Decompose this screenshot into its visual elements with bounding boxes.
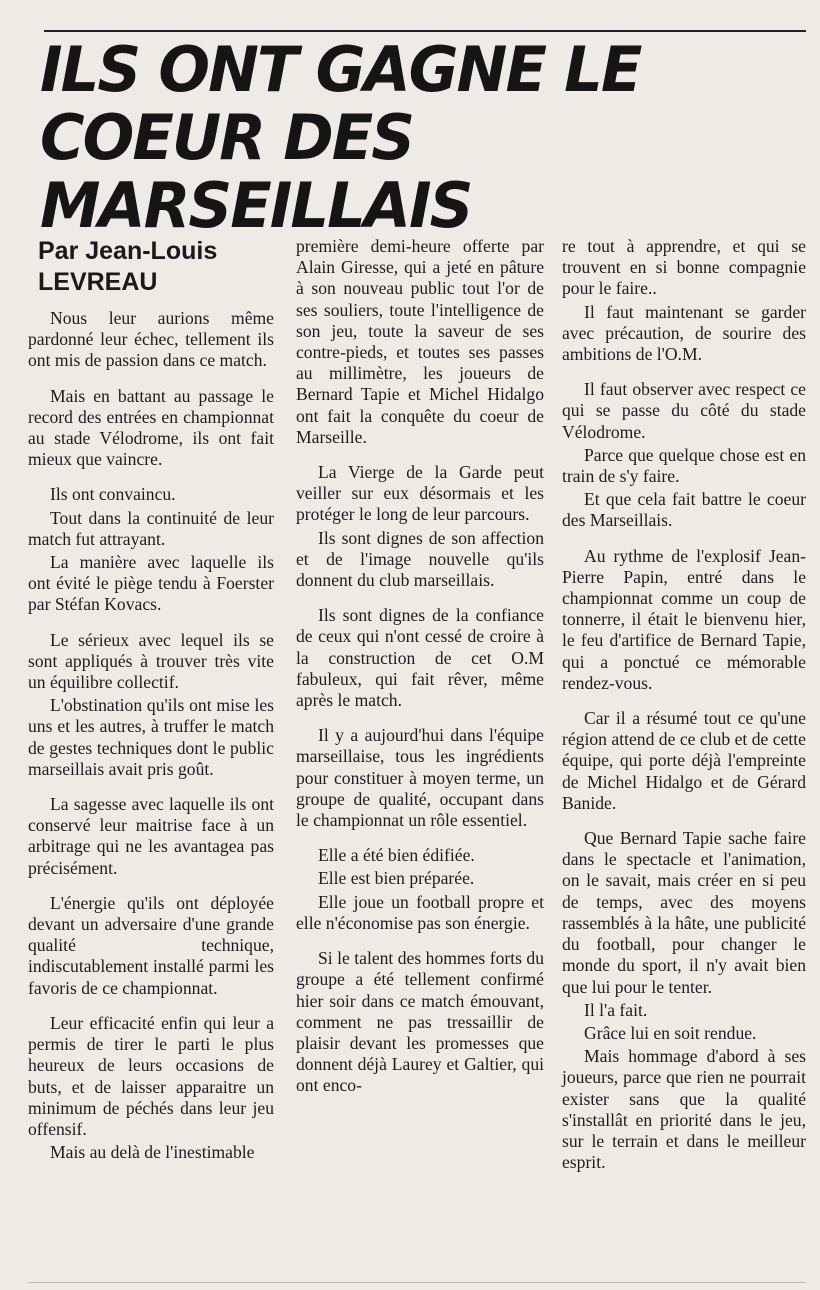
headline bbox=[40, 33, 795, 242]
top-rule bbox=[44, 30, 806, 32]
article-column-1 bbox=[28, 308, 274, 1177]
paragraph: Leur efficacité enfin qui leur a permis de tirer le parti le plus heureux de leurs occasions de buts, et de laisser apparaitre un minimum de péchés dans leur jeu offensif. bbox=[28, 1012, 274, 1139]
paragraph: Grâce lui en soit rendue. bbox=[584, 1022, 757, 1043]
paragraph: Car il a résumé tout ce qu'une région attend de ce club et de cette équipe, qui porte déjà l'empreinte de Michel Hidalgo et de Gérard Banide. bbox=[562, 708, 806, 813]
article-column-2 bbox=[296, 236, 544, 1111]
headline-line-2: COEUR DES MARSEILLAIS bbox=[40, 101, 472, 242]
paragraph: Au rythme de l'explosif Jean-Pierre Papin, entré dans le championnat comme un coup de tonnerre, il était le bienvenu hier, le feu d'artifice de Bernard Tapie, qui a ponctué ce mémorable rendez-vous. bbox=[562, 545, 806, 693]
paragraph: re tout à apprendre, et qui se trouvent en si bonne compagnie pour le faire.. bbox=[562, 236, 806, 299]
paragraph: Le sérieux avec lequel ils se sont appliqués à trouver très vite un équilibre collectif. bbox=[28, 629, 274, 693]
paragraph: Mais au delà de l'inestimable bbox=[50, 1142, 255, 1163]
paragraph: Ils ont convaincu. bbox=[50, 484, 176, 505]
paragraph: Il y a aujourd'hui dans l'équipe marseillaise, tous les ingrédients pour constituer à moyen terme, un groupe de qualité, occupant dans le championnat un rôle essentiel. bbox=[296, 725, 544, 831]
paragraph: Parce que quelque chose est en train de s'y faire. bbox=[562, 444, 806, 487]
bottom-rule bbox=[28, 1282, 806, 1283]
paragraph: La manière avec laquelle ils ont évité le piège tendu à Foerster par Stéfan Kovacs. bbox=[28, 552, 274, 615]
paragraph: Elle est bien préparée. bbox=[318, 868, 475, 889]
paragraph: Elle joue un football propre et elle n'économise pas son énergie. bbox=[296, 891, 544, 933]
paragraph: Si le talent des hommes forts du groupe a été tellement confirmé hier soir dans ce match émouvant, comment ne pas tressaillir de plaisir devant les promesses que donnent déjà Laurey et Galtier, qui ont enco- bbox=[296, 948, 544, 1096]
paragraph: Il l'a fait. bbox=[584, 999, 648, 1020]
paragraph: Ils sont dignes de son affection et de l'image nouvelle qu'ils donnent du club marseillais. bbox=[296, 527, 544, 591]
article-column-3 bbox=[562, 236, 806, 1187]
paragraph: Il faut observer avec respect ce qui se passe du côté du stade Vélodrome. bbox=[562, 379, 806, 442]
paragraph: Mais hommage d'abord à ses joueurs, parce que rien ne pourrait exister sans que la qualité s'installât en priorité dans le jeu, sur le terrain et dans le meilleur esprit. bbox=[562, 1046, 806, 1173]
paragraph: Elle a été bien édifiée. bbox=[318, 845, 475, 866]
paragraph: Nous leur aurions même pardonné leur échec, tellement ils ont mis de passion dans ce match. bbox=[28, 308, 274, 371]
paragraph: La Vierge de la Garde peut veiller sur eux désormais et les protéger le long de leur parcours. bbox=[296, 462, 544, 525]
paragraph: première demi-heure offerte par Alain Giresse, qui a jeté en pâture à son nouveau public tout l'or de ses souliers, toute l'intelligence de son jeu, toute la saveur de ses contre-pieds, et toutes ses passes au millimètre, les joueurs de Bernard Tapie et Michel Hidalgo ont fait la conquête du coeur de Marseille. bbox=[296, 236, 544, 447]
paragraph: Il faut maintenant se garder avec précaution, de sourire des ambitions de l'O.M. bbox=[562, 301, 806, 365]
byline bbox=[38, 236, 288, 298]
paragraph: Ils sont dignes de la confiance de ceux qui n'ont cessé de croire à la construction de cet O.M fabuleux, qui fait rêver, même après le match. bbox=[296, 605, 544, 711]
byline-line-2: LEVREAU bbox=[38, 268, 158, 296]
headline-line-1: ILS ONT GAGNE LE bbox=[40, 33, 641, 106]
paragraph: L'énergie qu'ils ont déployée devant un adversaire d'une grande qualité technique, indiscutablement installé parmi les favoris de ce championnat. bbox=[28, 892, 274, 998]
byline-line-1: Par Jean-Louis bbox=[38, 237, 218, 265]
paragraph: L'obstination qu'ils ont mise les uns et les autres, à truffer le match de gestes techniques dont le public marseillais avait pris goût. bbox=[28, 695, 274, 779]
paragraph: Mais en battant au passage le record des entrées en championnat au stade Vélodrome, ils ont fait mieux que vaincre. bbox=[28, 385, 274, 470]
paragraph: Que Bernard Tapie sache faire dans le spectacle et l'animation, on le savait, mais créer en si peu de temps, avec des moyens rassemblés à la hâte, une publicité du football, pour changer le monde du sport, il n'y avait bien que lui pour le tenter. bbox=[562, 828, 806, 997]
paragraph: Et que cela fait battre le coeur des Marseillais. bbox=[562, 489, 806, 531]
paragraph: La sagesse avec laquelle ils ont conservé leur maitrise face à un arbitrage qui ne les avantagea pas précisément. bbox=[28, 794, 274, 878]
paragraph: Tout dans la continuité de leur match fut attrayant. bbox=[28, 507, 274, 549]
